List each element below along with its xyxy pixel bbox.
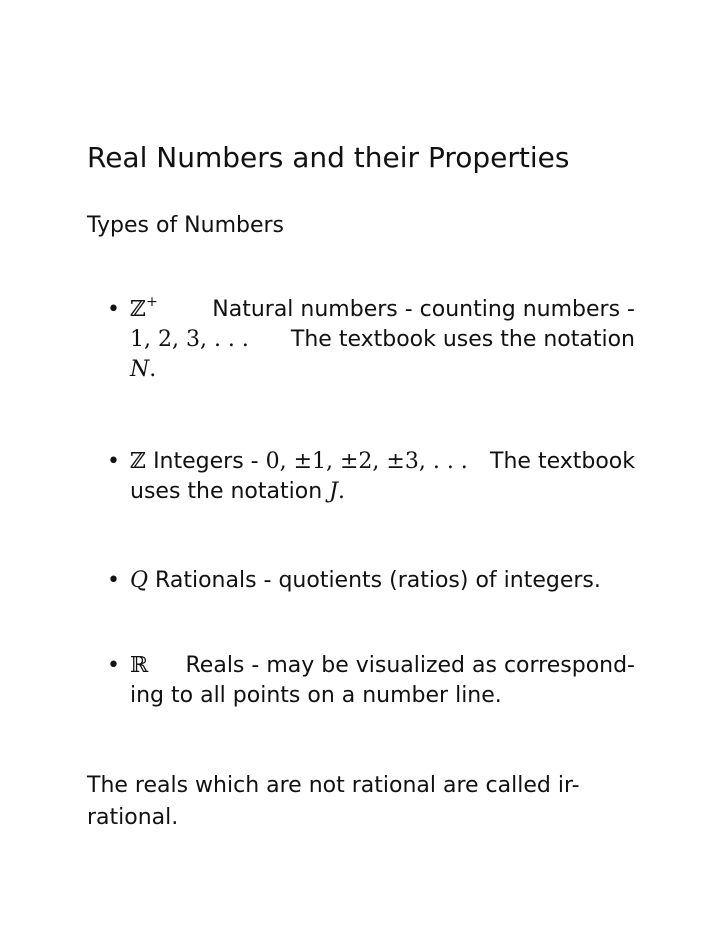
item-line xyxy=(130,447,635,477)
list-item-reals xyxy=(130,651,635,711)
item-text: Reals - may be visualized as correspond- xyxy=(185,653,635,678)
list-item-integers xyxy=(130,447,635,507)
punctuation: . xyxy=(337,479,345,504)
item-text: The textbook xyxy=(490,449,635,474)
page-title: Real Numbers and their Properties xyxy=(87,141,570,174)
list-item-rationals xyxy=(130,566,635,596)
item-line xyxy=(130,325,635,355)
closing-paragraph xyxy=(87,770,635,834)
item-text: Natural numbers - counting numbers - xyxy=(212,297,635,322)
bullet-dot: • xyxy=(107,297,120,322)
bullet-dot: • xyxy=(107,568,120,593)
math-symbol: ℝ xyxy=(130,653,149,678)
item-line xyxy=(130,651,635,681)
item-text: uses the notation xyxy=(130,479,330,504)
punctuation: . xyxy=(149,357,157,382)
item-line xyxy=(130,566,635,596)
math-superscript: + xyxy=(146,293,158,310)
math-variable: N xyxy=(130,357,150,382)
list-item-natural-numbers xyxy=(130,295,635,385)
item-line: ing to all points on a number line. xyxy=(130,683,502,708)
math-symbol: ℤ xyxy=(130,449,147,474)
bullet-dot: • xyxy=(107,653,120,678)
math-variable: J xyxy=(329,479,338,504)
item-line xyxy=(130,477,635,507)
item-text: Integers - xyxy=(153,449,266,474)
math-expression: 1, 2, 3, . . . xyxy=(130,327,249,352)
bullet-dot: • xyxy=(107,449,120,474)
section-heading: Types of Numbers xyxy=(87,213,285,238)
item-text: Rationals - quotients (ratios) of integers. xyxy=(155,568,601,593)
math-symbol: ℤ xyxy=(130,297,147,322)
item-text: The textbook uses the notation xyxy=(290,327,635,352)
paragraph-line: The reals which are not rational are called ir- xyxy=(87,773,580,798)
math-expression: 0, ±1, ±2, ±3, . . . xyxy=(265,449,468,474)
item-line xyxy=(130,355,635,385)
paragraph-line: rational. xyxy=(87,805,179,830)
item-line xyxy=(130,295,635,325)
math-symbol: Q xyxy=(130,568,149,593)
